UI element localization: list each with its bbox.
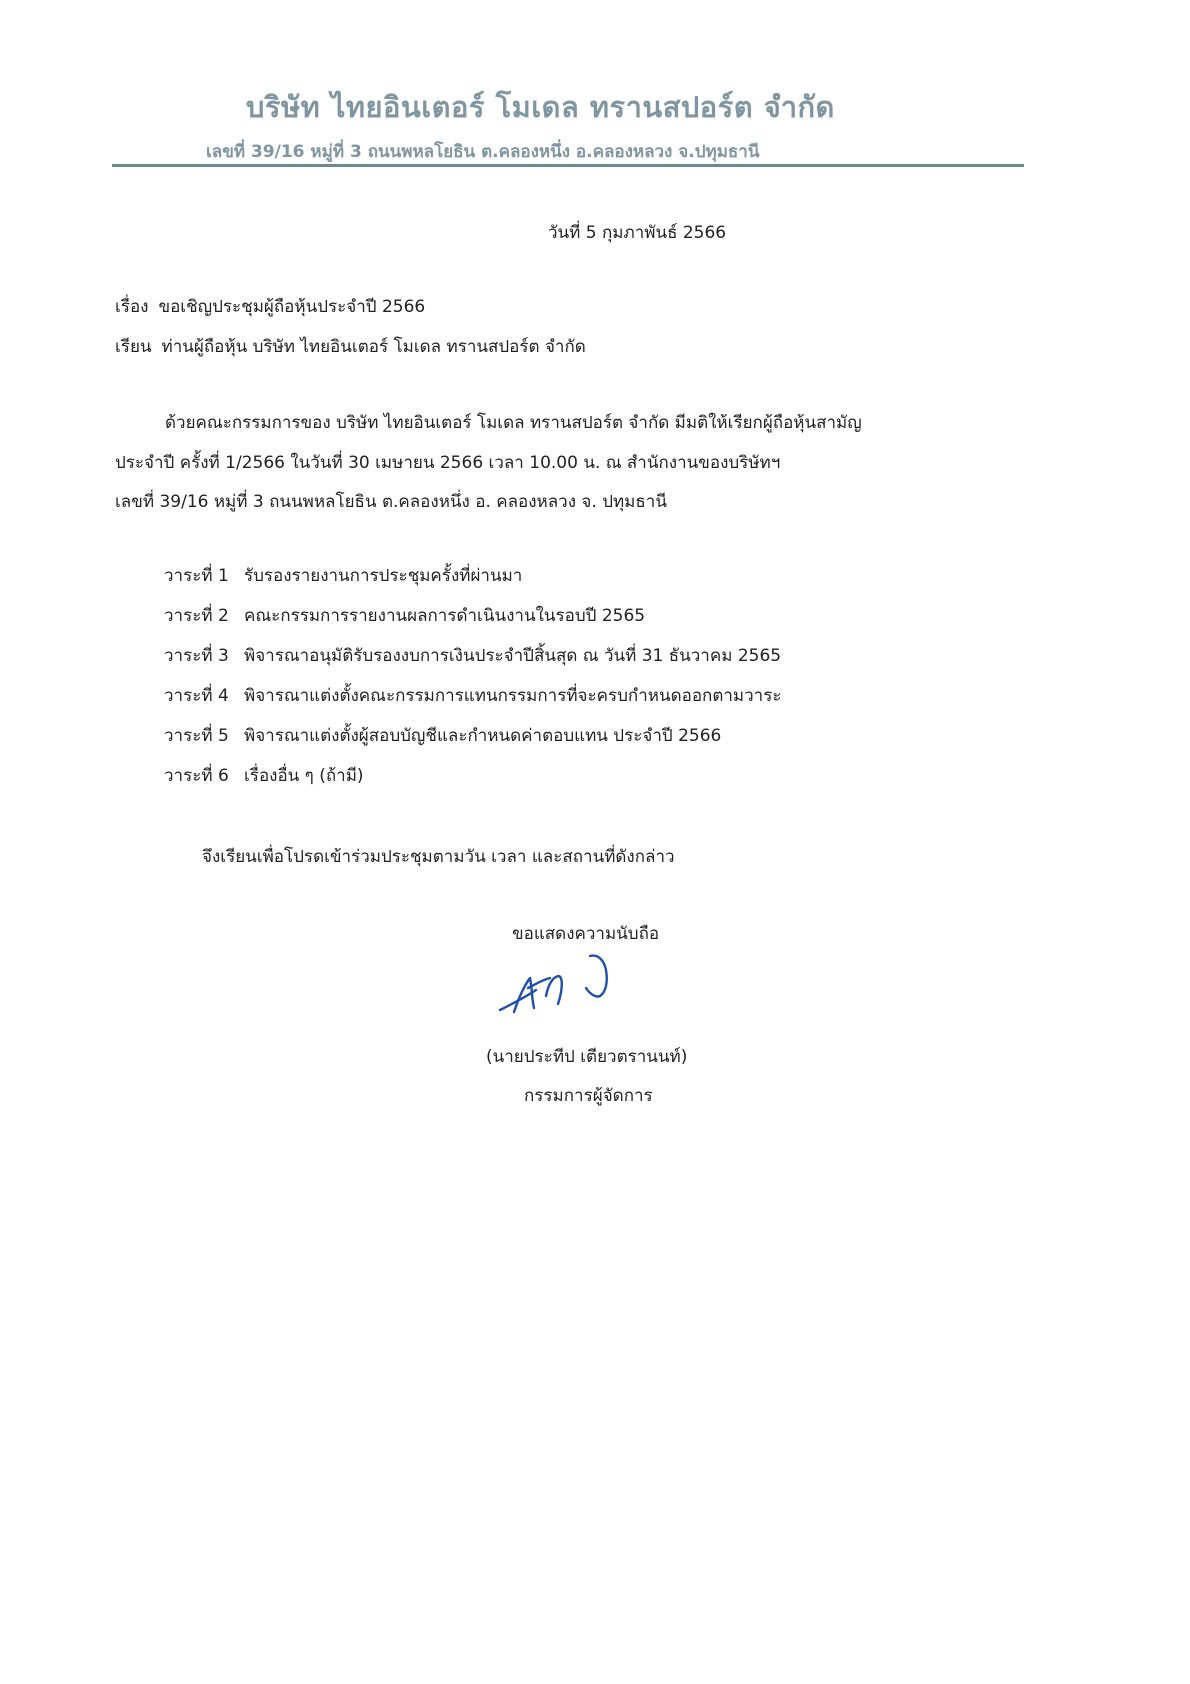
agenda-item	[164, 602, 781, 642]
letter-date: วันที่ 5 กุมภาพันธ์ 2566	[548, 223, 727, 243]
body-paragraph-line: ด้วยคณะกรรมการของ บริษัท ไทยอินเตอร์ โมเดล ทรานสปอร์ต จำกัด มีมติให้เรียกผู้ถือหุ้นสามัญ	[165, 413, 862, 433]
agenda-text: พิจารณาแต่งตั้งผู้สอบบัญชีและกำหนดค่าตอบแทน ประจำปี 2566	[244, 726, 722, 746]
recipient-label: เรียน	[115, 337, 152, 357]
company-name: บริษัท ไทยอินเตอร์ โมเดล ทรานสปอร์ต จำกัด	[246, 90, 835, 124]
closing-sentence: จึงเรียนเพื่อโปรดเข้าร่วมประชุมตามวัน เวลา และสถานที่ดังกล่าว	[202, 847, 675, 867]
subject-line	[115, 293, 425, 320]
agenda-item	[164, 762, 781, 802]
agenda-number: วาระที่ 4	[164, 686, 229, 706]
recipient-text: ท่านผู้ถือหุ้น บริษัท ไทยอินเตอร์ โมเดล ทรานสปอร์ต จำกัด	[161, 337, 586, 357]
agenda-number: วาระที่ 2	[164, 606, 229, 626]
subject-text: ขอเชิญประชุมผู้ถือหุ้นประจำปี 2566	[158, 297, 426, 317]
subject-label: เรื่อง	[115, 297, 149, 317]
agenda-item	[164, 682, 781, 722]
agenda-item	[164, 562, 781, 602]
body-paragraph-line: เลขที่ 39/16 หมู่ที่ 3 ถนนพหลโยธิน ต.คลองหนึ่ง อ. คลองหลวง จ. ปทุมธานี	[115, 492, 667, 512]
company-address: เลขที่ 39/16 หมู่ที่ 3 ถนนพหลโยธิน ต.คลองหนึ่ง อ.คลองหลวง จ.ปทุมธานี	[206, 142, 760, 162]
agenda-text: รับรองรายงานการประชุมครั้งที่ผ่านมา	[244, 566, 523, 586]
agenda-text: เรื่องอื่น ๆ (ถ้ามี)	[244, 766, 364, 786]
agenda-number: วาระที่ 5	[164, 726, 229, 746]
agenda-number: วาระที่ 1	[164, 566, 229, 586]
agenda-text: คณะกรรมการรายงานผลการดำเนินงานในรอบปี 2565	[244, 606, 646, 626]
signer-name: (นายประทีป เตียวตรานนท์)	[486, 1047, 688, 1067]
agenda-list	[164, 562, 781, 802]
agenda-number: วาระที่ 6	[164, 766, 229, 786]
agenda-item	[164, 642, 781, 682]
agenda-number: วาระที่ 3	[164, 646, 229, 666]
agenda-item	[164, 722, 781, 762]
header-divider	[112, 164, 1024, 167]
regards-line: ขอแสดงความนับถือ	[512, 924, 660, 944]
signer-title: กรรมการผู้จัดการ	[524, 1086, 653, 1106]
body-paragraph-line: ประจำปี ครั้งที่ 1/2566 ในวันที่ 30 เมษายน 2566 เวลา 10.00 น. ณ สำนักงานของบริษัทฯ	[115, 453, 781, 473]
agenda-text: พิจารณาอนุมัติรับรองงบการเงินประจำปีสิ้นสุด ณ วันที่ 31 ธันวาคม 2565	[244, 646, 782, 666]
handwritten-signature	[494, 952, 624, 1026]
agenda-text: พิจารณาแต่งตั้งคณะกรรมการแทนกรรมการที่จะครบกำหนดออกตามวาระ	[244, 686, 782, 706]
recipient-line	[115, 333, 586, 360]
